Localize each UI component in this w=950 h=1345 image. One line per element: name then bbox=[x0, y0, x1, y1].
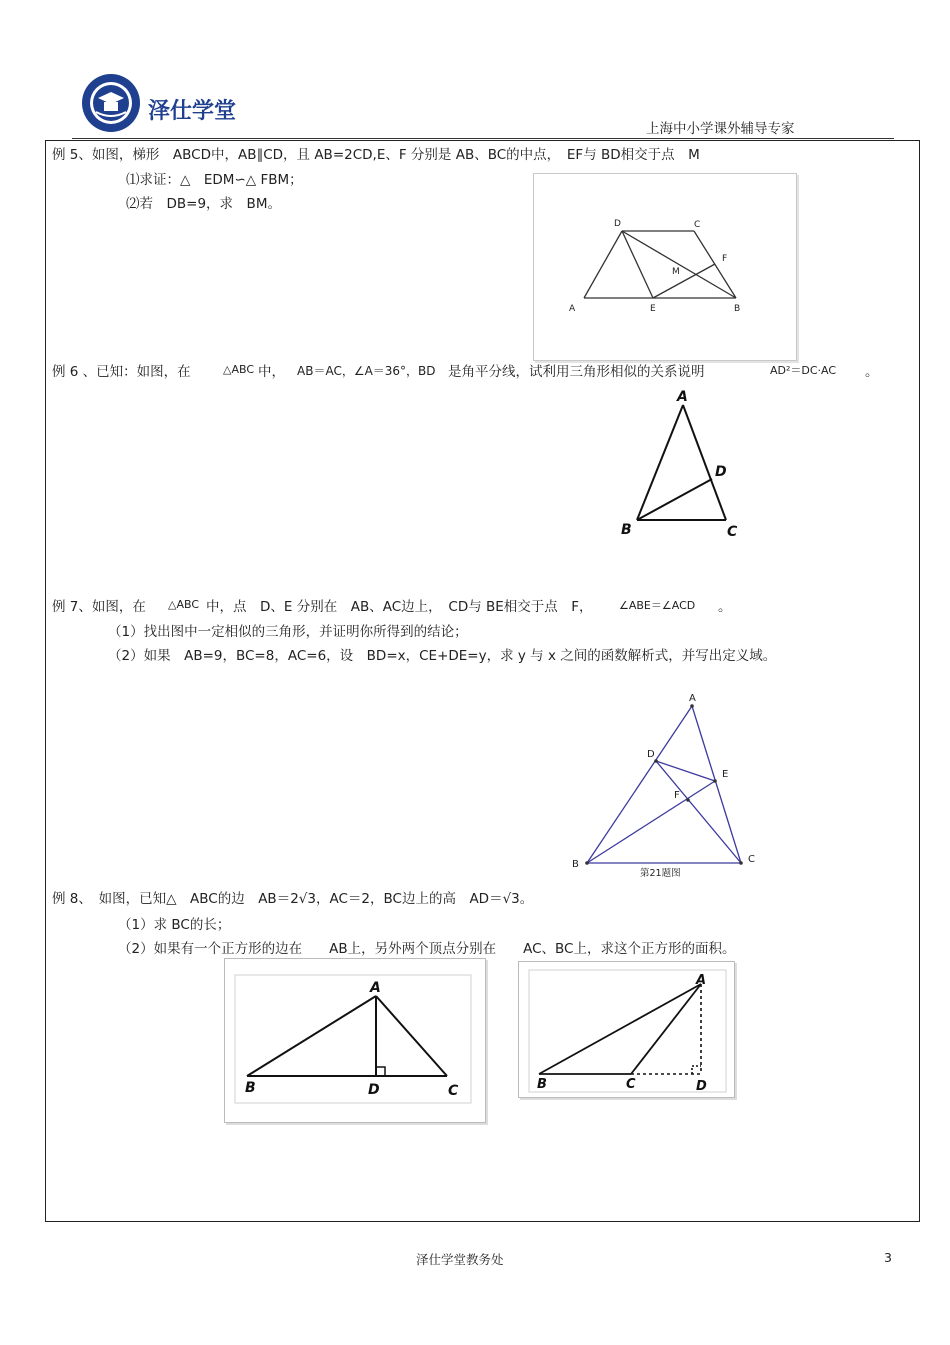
ex7-statement: 中，点 D、E 分别在 AB、AC边上， CD与 BE相交于点 F， bbox=[206, 599, 593, 615]
ex6-label-A: A bbox=[677, 389, 688, 405]
ex7-caption: 第21题图 bbox=[640, 868, 681, 879]
ex5-label-C: C bbox=[694, 220, 701, 230]
ex6-end: 。 bbox=[865, 364, 879, 380]
ex8-right-label-C: C bbox=[626, 1077, 636, 1092]
ex5-label-D: D bbox=[614, 219, 621, 229]
header-divider bbox=[72, 138, 894, 139]
ex6-equation: AD²＝DC·AC bbox=[770, 364, 837, 377]
ex6-label-D: D bbox=[715, 464, 727, 480]
ex7-angle-condition: ∠ABE＝∠ACD bbox=[619, 599, 696, 612]
ex7-label-A: A bbox=[689, 693, 696, 704]
ex8-figure-left bbox=[224, 958, 486, 1123]
ex5-label-A: A bbox=[569, 304, 576, 314]
ex5-label-B: B bbox=[734, 304, 741, 314]
ex6-triangle: △ABC bbox=[223, 363, 255, 376]
footer-office: 泽仕学堂教务处 bbox=[416, 1252, 504, 1267]
ex5-statement: 例 5、如图，梯形 ABCD中，AB∥CD，且 AB=2CD,E、F 分别是 AB、BC的中点， EF与 BD相交于点 M bbox=[52, 147, 700, 163]
ex5-label-E: E bbox=[650, 304, 656, 314]
ex7-figure bbox=[565, 688, 765, 883]
ex5-figure bbox=[533, 173, 797, 361]
ex6-text: 是角平分线，试利用三角形相似的关系说明 bbox=[448, 364, 705, 380]
header-tagline: 上海中小学课外辅导专家 bbox=[646, 121, 795, 137]
ex6-prefix: 例 6 、已知：如图，在 bbox=[52, 364, 191, 380]
ex6-mid: 中， bbox=[258, 364, 285, 380]
ex5-label-M: M bbox=[672, 267, 680, 277]
ex5-label-F: F bbox=[722, 254, 728, 264]
ex8-question-1: （1）求 BC的长； bbox=[118, 917, 231, 933]
ex8-statement: 例 8、 如图，已知△ ABC的边 AB＝2√3，AC＝2，BC边上的高 AD＝√3。 bbox=[52, 891, 534, 907]
ex7-label-E: E bbox=[722, 769, 729, 780]
ex7-label-D: D bbox=[647, 749, 655, 760]
ex7-question-2: （2）如果 AB=9，BC=8，AC=6，设 BD=x，CE+DE=y，求 y 与 x 之间的函数解析式，并写出定义域。 bbox=[108, 648, 777, 664]
ex6-figure bbox=[610, 385, 750, 545]
ex8-left-label-B: B bbox=[245, 1080, 256, 1096]
ex8-question-2: （2）如果有一个正方形的边在 AB上，另外两个顶点分别在 AC、BC上，求这个正方形的面积。 bbox=[118, 941, 736, 957]
ex6-condition: AB＝AC，∠A＝36°，BD bbox=[297, 364, 436, 378]
ex7-end: 。 bbox=[718, 599, 732, 615]
ex8-right-label-A: A bbox=[696, 973, 707, 988]
ex5-question-2: ⑵若 DB=9，求 BM。 bbox=[126, 196, 281, 212]
ex8-left-label-A: A bbox=[370, 980, 381, 996]
page-number: 3 bbox=[884, 1250, 892, 1265]
ex7-label-B: B bbox=[572, 859, 579, 870]
ex7-prefix: 例 7、如图，在 bbox=[52, 599, 146, 615]
ex8-left-label-D: D bbox=[368, 1082, 380, 1098]
ex8-right-label-B: B bbox=[537, 1077, 547, 1092]
school-logo bbox=[80, 72, 250, 134]
ex8-figure-right bbox=[518, 961, 735, 1098]
ex8-right-label-D: D bbox=[696, 1079, 707, 1094]
ex6-label-C: C bbox=[727, 524, 738, 540]
ex6-label-B: B bbox=[621, 522, 632, 538]
ex5-question-1: ⑴求证：△ EDM∽△ FBM； bbox=[126, 172, 303, 188]
school-name: 泽仕学堂 bbox=[148, 99, 237, 124]
ex7-triangle: △ABC bbox=[168, 598, 200, 611]
ex7-question-1: （1）找出图中一定相似的三角形，并证明你所得到的结论； bbox=[108, 624, 468, 640]
ex7-label-F: F bbox=[674, 790, 680, 801]
ex8-left-label-C: C bbox=[448, 1083, 459, 1099]
ex7-label-C: C bbox=[748, 854, 755, 865]
